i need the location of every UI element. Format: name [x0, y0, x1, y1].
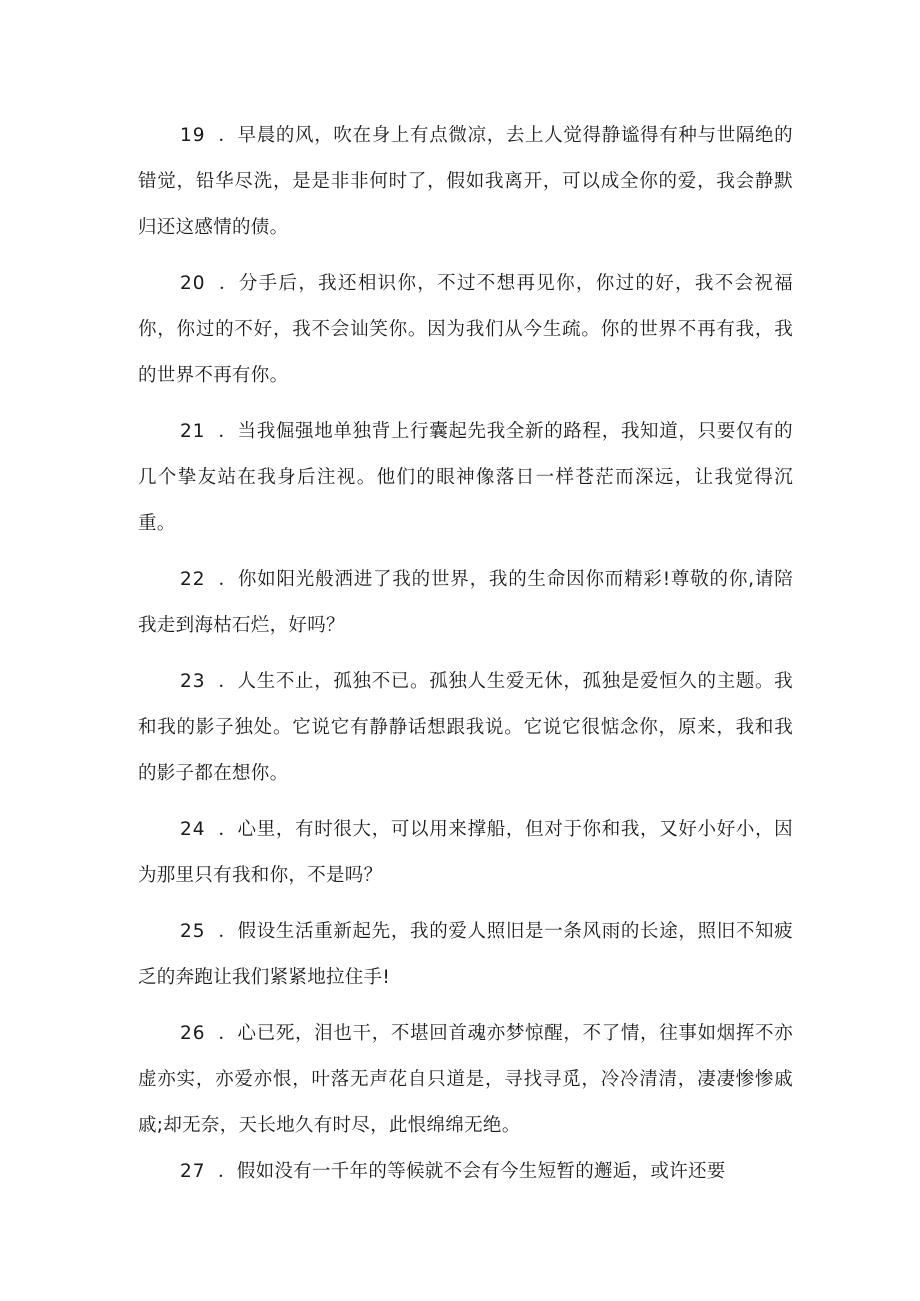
paragraph-number: 24	[180, 819, 206, 840]
paragraph-number: 27	[180, 1161, 206, 1182]
paragraph-25	[138, 909, 793, 1001]
paragraph-21	[138, 409, 793, 547]
paragraph-23	[138, 659, 793, 797]
paragraph-24	[138, 807, 793, 899]
paragraph-number: 23	[180, 671, 206, 692]
paragraph-number: 21	[180, 421, 206, 442]
paragraph-26	[138, 1011, 793, 1149]
paragraph-number: 25	[180, 921, 206, 942]
paragraph-text: ．假如没有一千年的等候就不会有今生短暂的邂逅，或许还要	[218, 1161, 726, 1182]
paragraph-19	[138, 113, 793, 251]
paragraph-text: ．心已死，泪也干，不堪回首魂亦梦惊醒，不了情，往事如烟挥不亦虚亦实，亦爱亦恨，叶落无声花自只道是，寻找寻觅，冷冷清清，凄凄惨惨戚戚;却无奈，天长地久有时尽，此恨绵绵无绝。	[138, 1023, 793, 1136]
paragraph-text: ．人生不止，孤独不已。孤独人生爱无休，孤独是爱恒久的主题。我和我的影子独处。它说它有静静话想跟我说。它说它很惦念你，原来，我和我的影子都在想你。	[138, 671, 793, 784]
paragraph-number: 19	[180, 125, 206, 146]
paragraph-number: 20	[180, 273, 206, 294]
paragraph-text: ．心里，有时很大，可以用来撑船，但对于你和我，又好小好小，因为那里只有我和你，不是吗？	[138, 819, 793, 886]
paragraph-text: ．早晨的风，吹在身上有点微凉，去上人觉得静谧得有种与世隔绝的错觉，铅华尽洗，是是非非何时了，假如我离开，可以成全你的爱，我会静默归还这感情的债。	[138, 125, 793, 238]
paragraph-text: ．假设生活重新起先，我的爱人照旧是一条风雨的长途，照旧不知疲乏的奔跑让我们紧紧地拉住手!	[138, 921, 793, 988]
document-body	[138, 113, 793, 1205]
paragraph-text: ．你如阳光般洒进了我的世界，我的生命因你而精彩!尊敬的你,请陪我走到海枯石烂，好吗？	[138, 569, 793, 636]
paragraph-22	[138, 557, 793, 649]
paragraph-27	[138, 1149, 793, 1195]
paragraph-20	[138, 261, 793, 399]
paragraph-text: ．分手后，我还相识你，不过不想再见你，你过的好，我不会祝福你，你过的不好，我不会讪笑你。因为我们从今生疏。你的世界不再有我，我的世界不再有你。	[138, 273, 793, 386]
paragraph-number: 26	[180, 1023, 206, 1044]
paragraph-number: 22	[180, 569, 206, 590]
paragraph-text: ．当我倔强地单独背上行囊起先我全新的路程，我知道，只要仅有的几个挚友站在我身后注视。他们的眼神像落日一样苍茫而深远，让我觉得沉重。	[138, 421, 793, 534]
